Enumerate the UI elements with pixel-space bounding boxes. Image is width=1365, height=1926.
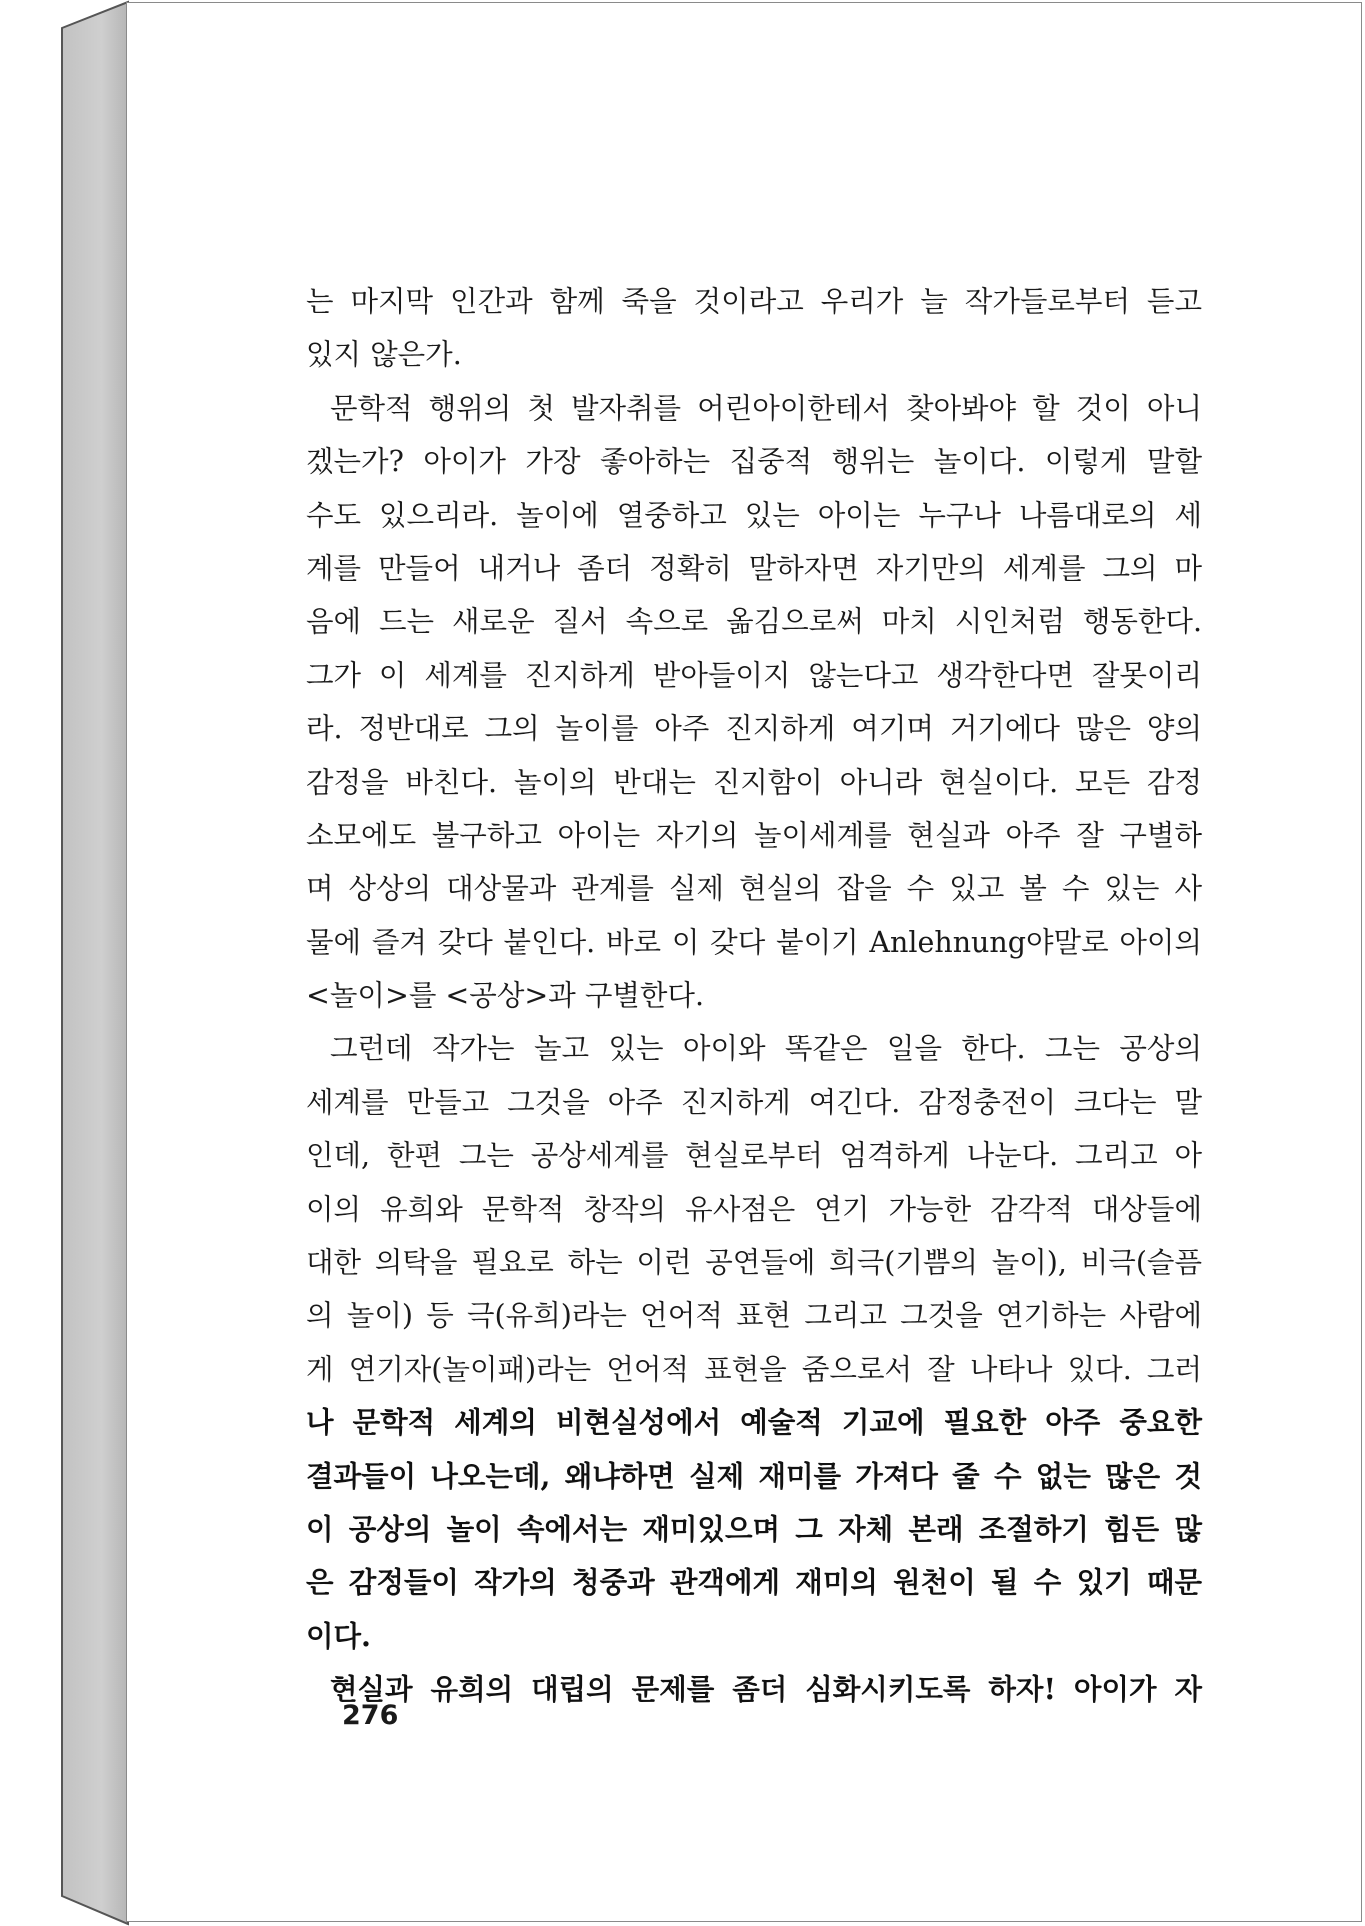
text-line: 대한 의탁을 필요로 하는 이런 공연들에 희극(기쁨의 놀이), 비극(슬픔: [306, 1246, 1202, 1280]
text-line: 물에 즐겨 갖다 붙인다. 바로 이 갖다 붙이기 Anlehnung야말로 아이의: [306, 925, 1202, 959]
text-line: 그가 이 세계를 진지하게 받아들이지 않는다고 생각한다면 잘못이리: [306, 658, 1202, 692]
text-line: <놀이>를 <공상>과 구별한다.: [306, 979, 705, 1013]
text-line: 감정을 바친다. 놀이의 반대는 진지함이 아니라 현실이다. 모든 감정: [306, 765, 1202, 799]
text-line: 이의 유희와 문학적 창작의 유사점은 연기 가능한 감각적 대상들에: [306, 1192, 1202, 1226]
text-line: 현실과 유희의 대립의 문제를 좀더 심화시키도록 하자! 아이가 자: [330, 1672, 1202, 1707]
text-line: 있지 않은가.: [306, 338, 462, 372]
text-line: 그런데 작가는 놀고 있는 아이와 똑같은 일을 한다. 그는 공상의: [330, 1032, 1202, 1066]
text-line: 며 상상의 대상물과 관계를 실제 현실의 잡을 수 있고 볼 수 있는 사: [306, 872, 1202, 906]
book-spine: [0, 0, 130, 1926]
text-line: 이다.: [306, 1618, 371, 1653]
text-line: 겠는가? 아이가 가장 좋아하는 집중적 행위는 놀이다. 이렇게 말할: [306, 445, 1202, 479]
text-line: 라. 정반대로 그의 놀이를 아주 진지하게 여기며 거기에다 많은 양의: [306, 712, 1202, 746]
text-line: 음에 드는 새로운 질서 속으로 옮김으로써 마치 시인처럼 행동한다.: [306, 605, 1202, 639]
text-line: 수도 있으리라. 놀이에 열중하고 있는 아이는 누구나 나름대로의 세: [306, 498, 1202, 532]
text-line: 소모에도 불구하고 아이는 자기의 놀이세계를 현실과 아주 잘 구별하: [306, 818, 1202, 852]
text-line: 는 마지막 인간과 함께 죽을 것이라고 우리가 늘 작가들로부터 듣고: [306, 285, 1202, 318]
text-line: 게 연기자(놀이패)라는 언어적 표현을 줌으로서 잘 나타나 있다. 그러: [306, 1352, 1202, 1386]
text-line: 계를 만들어 내거나 좀더 정확히 말하자면 자기만의 세계를 그의 마: [306, 551, 1202, 585]
text-line: 나 문학적 세계의 비현실성에서 예술적 기교에 필요한 아주 중요한: [306, 1405, 1202, 1440]
text-line: 결과들이 나오는데, 왜냐하면 실제 재미를 가져다 줄 수 없는 많은 것: [306, 1458, 1202, 1493]
book-spine-face: [62, 2, 128, 1924]
text-line: 인데, 한편 그는 공상세계를 현실로부터 엄격하게 나눈다. 그리고 아: [306, 1139, 1202, 1173]
text-line: 은 감정들이 작가의 청중과 관객에게 재미의 원천이 될 수 있기 때문: [306, 1565, 1202, 1600]
text-line: 세계를 만들고 그것을 아주 진지하게 여긴다. 감정충전이 크다는 말: [306, 1085, 1202, 1119]
text-line: 의 놀이) 등 극(유희)라는 언어적 표현 그리고 그것을 연기하는 사람에: [306, 1299, 1202, 1333]
body-text: [306, 275, 1202, 1717]
text-line: 문학적 행위의 첫 발자취를 어린아이한테서 찾아봐야 할 것이 아니: [330, 391, 1202, 425]
text-line: 이 공상의 놀이 속에서는 재미있으며 그 자체 본래 조절하기 힘든 많: [306, 1511, 1202, 1546]
page-number: 276: [342, 1700, 399, 1731]
